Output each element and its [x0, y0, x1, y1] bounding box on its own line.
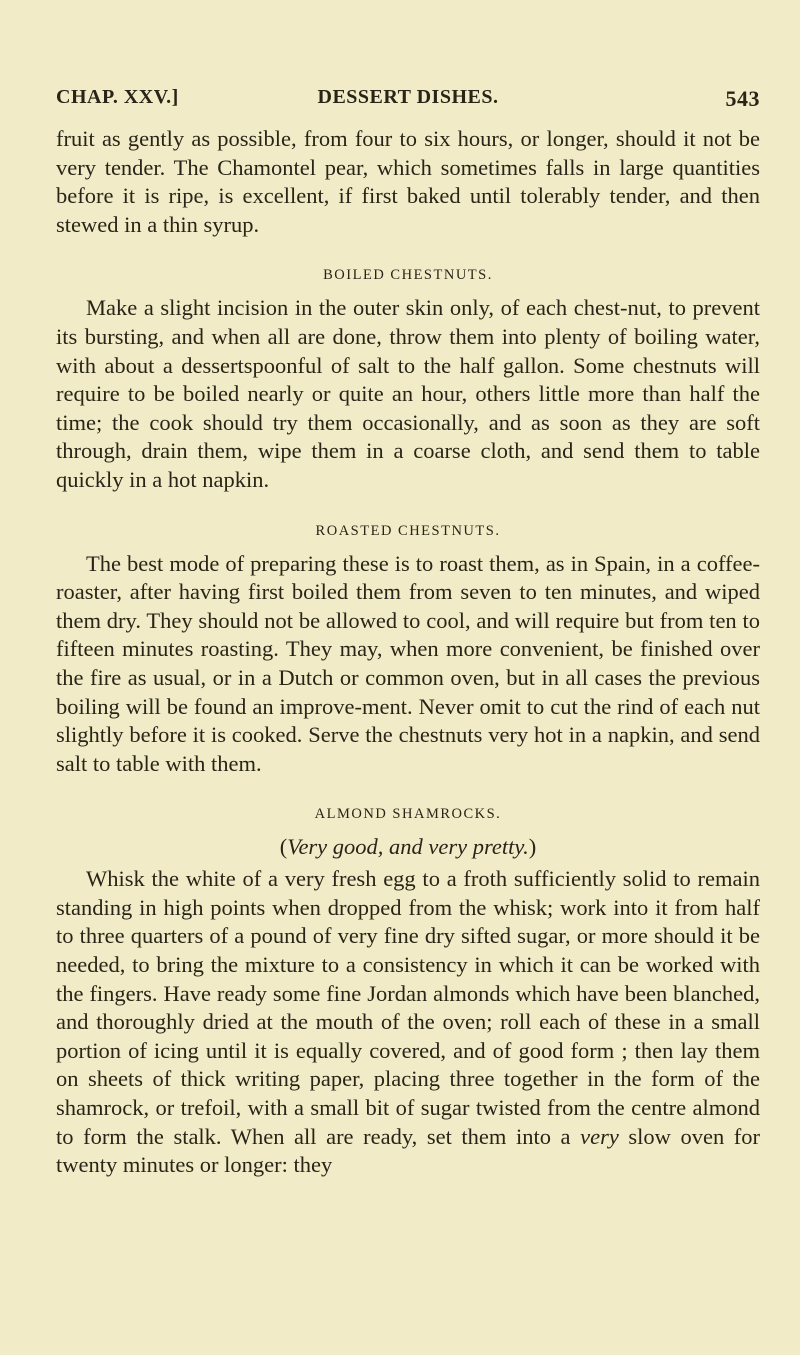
intro-paragraph: fruit as gently as possible, from four to six hours, or longer, should it not be very tender. The Chamontel pear, which sometimes falls in large quantities before it is ripe, is excellent, if first baked until tolerably tender, and then stewed in a thin syrup. — [56, 126, 760, 237]
roasted-chestnuts-heading: ROASTED CHESTNUTS. — [315, 522, 501, 539]
boiled-chestnuts-heading: BOILED CHESTNUTS. — [323, 267, 493, 284]
subtitle-open-paren: ( — [279, 834, 288, 860]
roasted-chestnuts-paragraph: The best mode of preparing these is to roast them, as in Spain, in a coffee-roaster, after having first boiled them from seven to ten minutes, and wiped them dry. They should not be allowed to cool, and will require but from ten to fifteen minutes roasting. They may, when more convenient, be finished over the fire as usual, or in a Dutch or common oven, but in all cases the previous boiling will be found an improve-ment. Never omit to cut the rind of each nut slightly before it is cooked. Serve the chestnuts very hot in a napkin, and send salt to table with them. — [56, 550, 760, 776]
page-number: 543 — [725, 86, 760, 111]
chapter-label: CHAP. XXV.] — [56, 86, 179, 108]
body-text — [56, 125, 760, 1180]
almond-text-italic: very — [580, 1123, 619, 1149]
running-header — [56, 86, 760, 116]
subtitle-italic: Very good, and very pretty. — [287, 834, 529, 860]
subtitle-close-paren: ) — [528, 834, 537, 860]
almond-text-part1: Whisk the white of a very fresh egg to a froth sufficiently solid to remain standing in high points when dropped from the whisk; work into it from half to three quarters of a pound of very fine dry sifted sugar, or more should it be needed, to bring the mixture to a consistency in which it can be worked with the fingers. Have ready some fine Jordan almonds which have been blanched, and thoroughly dried at the mouth of the oven; roll each of these in a small portion of icing until it is equally covered, and of good form ; then lay them on sheets of thick writing paper, placing three together in the form of the shamrock, or trefoil, with a small bit of sugar twisted from the centre almond to form the stalk. When all are ready, set them into a — [56, 866, 760, 1149]
almond-text-part2: slow oven for twenty minutes or longer: they — [56, 1123, 761, 1178]
boiled-chestnuts-paragraph: Make a slight incision in the outer skin only, of each chest-nut, to prevent its bursting, and when all are done, throw them into plenty of boiling water, with about a dessertspoonful of salt to the half gallon. Some chestnuts will require to be boiled nearly or quite an hour, others little more than half the time; the cook should try them occasionally, and as soon as they are soft through, drain them, wipe them in a coarse cloth, and send them to table quickly in a hot napkin. — [56, 295, 760, 492]
almond-shamrocks-subtitle — [56, 833, 760, 861]
almond-shamrocks-heading: ALMOND SHAMROCKS. — [314, 806, 502, 823]
almond-shamrocks-paragraph — [56, 865, 760, 1180]
page-title: DESSERT DISHES. — [317, 86, 499, 108]
